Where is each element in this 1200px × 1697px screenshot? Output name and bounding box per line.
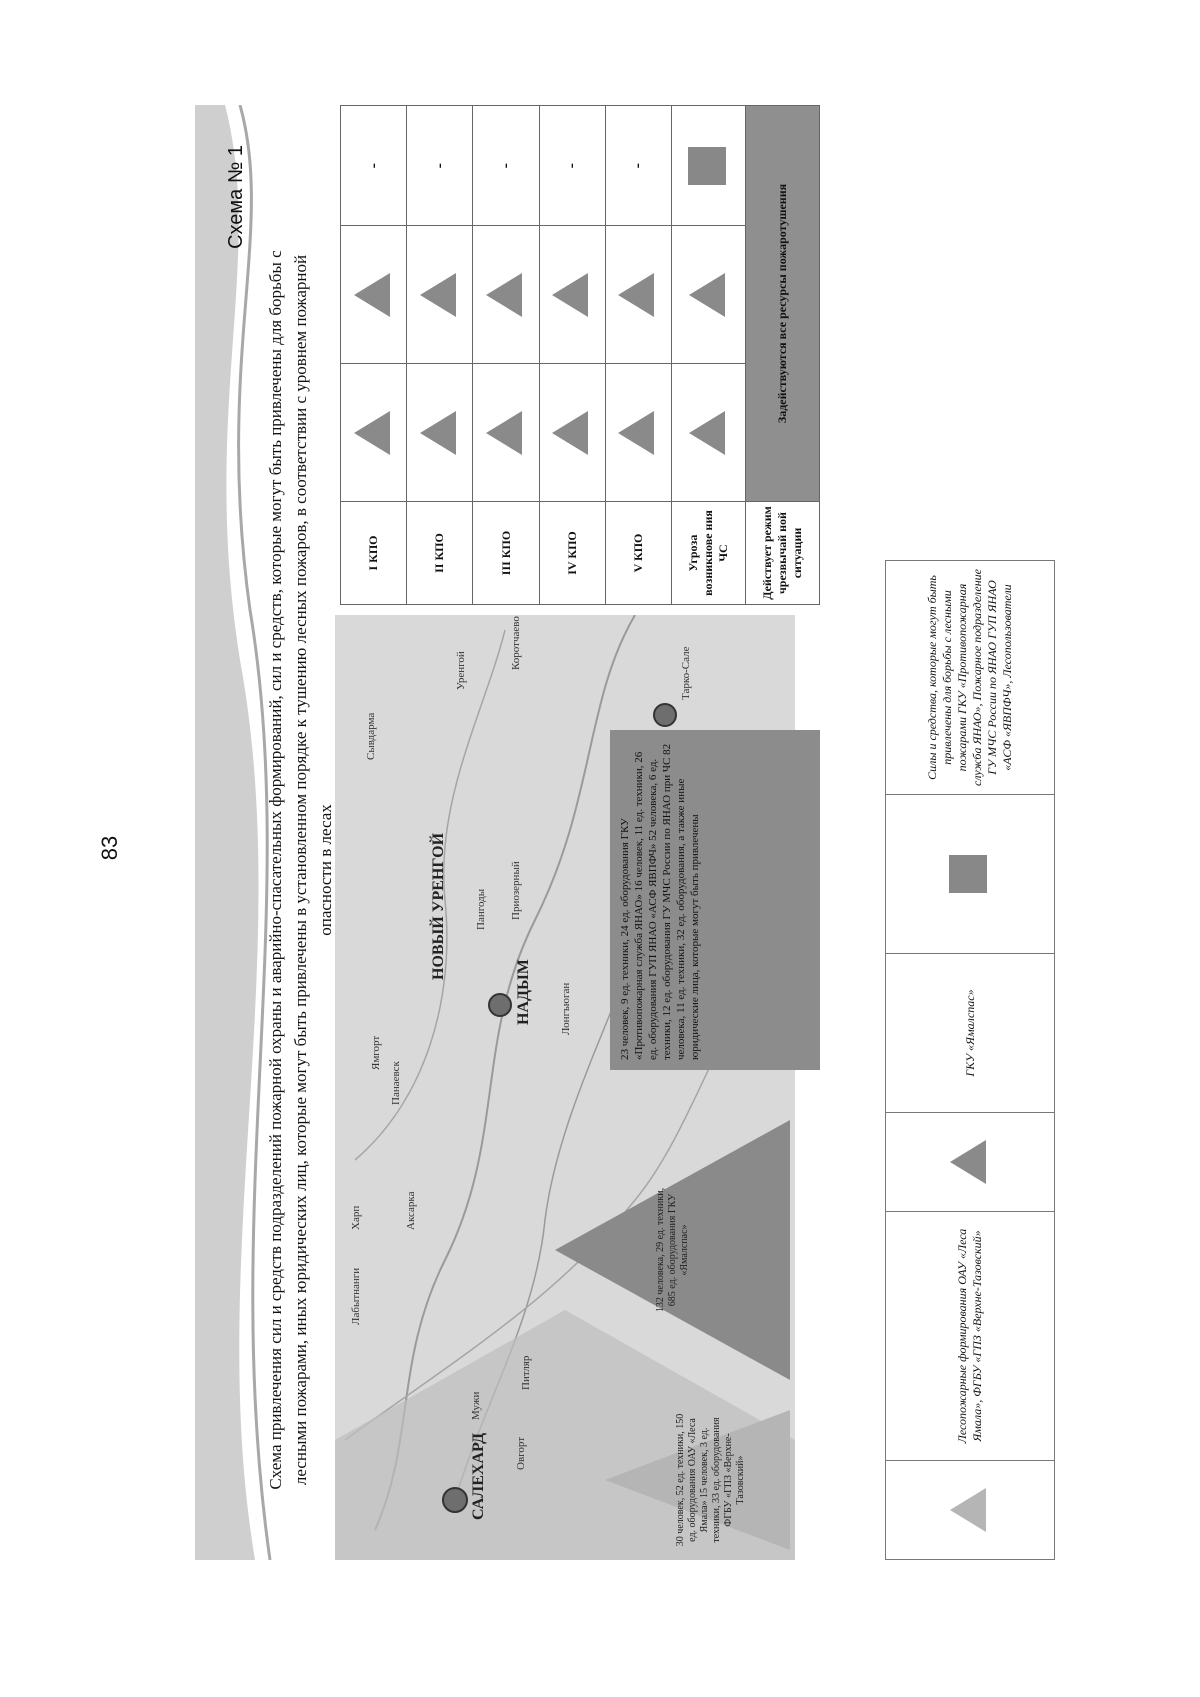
emergency-text: Задействуются все ресурсы пожаротушения: [775, 183, 789, 424]
document-title: Схема привлечения сил и средств подразделений пожарной охраны и аварийно-спасательных формирований, сил и средств, которые могут быть привлечены для борьбы с лесными пожарами, иных юридических лиц, которые могут быть привлечены в установленном порядке к тушению лесных пожаров, в соответствии с уровнем пожарной опасности в лесах: [266, 250, 335, 1490]
city-label: Овгорт: [515, 1436, 527, 1470]
triangle-icon: [552, 411, 588, 455]
row-label: II КПО: [407, 502, 473, 605]
cell-dash: -: [473, 106, 539, 226]
triangle-icon: [618, 273, 654, 317]
table-row: [539, 106, 605, 605]
table-row: [746, 106, 820, 605]
cell-light-triangle: [886, 1461, 1055, 1560]
cell-triangle: [473, 364, 539, 502]
city-label: Лабытнанги: [350, 1267, 362, 1325]
triangle-mid-icon: [950, 1140, 986, 1184]
table-row: [605, 106, 671, 605]
triangle-icon: [420, 411, 456, 455]
row-label: III КПО: [473, 502, 539, 605]
row-label: Угроза возникнове ния ЧС: [672, 502, 746, 605]
triangle-icon: [618, 411, 654, 455]
cell-square: [672, 106, 746, 226]
cell-triangle: [341, 364, 407, 502]
cell-triangle: [473, 226, 539, 364]
table-row: [407, 106, 473, 605]
triangle-icon: [689, 411, 725, 455]
cell-dash: -: [605, 106, 671, 226]
square-icon: [949, 855, 987, 893]
row-label: V КПО: [605, 502, 671, 605]
cell-dash: -: [341, 106, 407, 226]
triangle-icon: [486, 411, 522, 455]
cell-dash: -: [539, 106, 605, 226]
danger-class-table: [340, 105, 820, 605]
legend-forest-units: Лесопожарные формирования ОАУ «Леса Ямала», ФГБУ «ГПЗ «Верхне-Тазовский»: [886, 1212, 1055, 1461]
cell-triangle: [341, 226, 407, 364]
table-row: [473, 106, 539, 605]
emergency-cell: [746, 106, 820, 502]
triangle-icon: [420, 273, 456, 317]
triangle-icon: [354, 273, 390, 317]
city-label: Питляр: [520, 1355, 532, 1390]
triangle-light-icon: [950, 1488, 986, 1532]
cell-triangle: [407, 226, 473, 364]
rotated-page: [225, 105, 1200, 1560]
city-label: Уренгой: [455, 651, 467, 690]
force-legend-table: [885, 560, 1055, 1560]
city-label: Харп: [350, 1205, 362, 1230]
city-label: САЛЕХАРД: [470, 1432, 487, 1520]
cell-mid-triangle: [886, 1113, 1055, 1212]
city-label: Сывдарма: [365, 712, 377, 760]
city-label: НАДЫМ: [515, 959, 532, 1025]
triangle-icon: [354, 411, 390, 455]
city-label: Мужи: [470, 1391, 482, 1420]
row-label: Действует режим чрезвычай ной ситуации: [746, 502, 820, 605]
cell-triangle: [539, 364, 605, 502]
city-label: Коротчаево: [510, 616, 522, 670]
cell-triangle: [672, 364, 746, 502]
city-label: Пангоды: [475, 888, 487, 930]
city-label: Тарко-Сале: [680, 646, 692, 700]
square-icon: [688, 147, 726, 185]
city-label: Ямгорт: [370, 1035, 382, 1070]
table-row: [886, 561, 1055, 1560]
cell-square: [886, 795, 1055, 954]
triangle-icon: [689, 273, 725, 317]
page-content: [225, 105, 1200, 1560]
legend-other-forces: Силы и средства, которые могут быть привлечены для борьбы с лесными пожарами ГКУ «Противопожарная служба ЯНАО», Пожарное подразделение ГУ МЧС России по ЯНАО ГУП ЯНАО «АСФ «ЯВПФЧ», Лесопользователи: [886, 561, 1055, 795]
scheme-number: Схема № 1: [225, 145, 247, 249]
cell-triangle: [539, 226, 605, 364]
city-label: Панаевск: [390, 1061, 402, 1105]
table-row: [341, 106, 407, 605]
row-label: I КПО: [341, 502, 407, 605]
city-label: Приозерный: [510, 861, 522, 920]
tri-mid-caption: 132 человека, 29 ед. техники, 685 ед. оборудования ГКУ «Ямалспас»: [655, 1187, 690, 1313]
cell-triangle: [407, 364, 473, 502]
cell-triangle: [605, 226, 671, 364]
table-row: [672, 106, 746, 605]
triangle-icon: [552, 273, 588, 317]
page-number: 83: [97, 835, 122, 861]
tri-left-caption: 30 человек, 52 ед. техники, 150 ед. оборудования ОАУ «Леса Ямала» 15 человек, 3 ед. техники, 33 ед. оборудования ФГБУ «ГПЗ «Верхне-Тазовский»: [675, 1413, 746, 1547]
cell-triangle: [672, 226, 746, 364]
city-label: Лонгъюган: [560, 982, 572, 1035]
info-panel: 23 человек, 9 ед. техники, 24 ед. оборудования ГКУ «Противопожарная служба ЯНАО» 16 человек, 11 ед. техники, 26 ед. оборудования ГУП ЯНАО «АСФ ЯВПФЧ» 52 человека, 6 ед. техники, 12 ед. оборудования ГУ МЧС России по ЯНАО при ЧС 82 человека, 11 ед. техники, 32 ед. оборудования, а также иные юридические лица, которые могут быть привлечены: [610, 730, 820, 1070]
city-label: Аксарка: [405, 1191, 417, 1230]
city-label: НОВЫЙ УРЕНГОЙ: [430, 832, 447, 980]
row-label: IV КПО: [539, 502, 605, 605]
triangle-icon: [486, 273, 522, 317]
cell-dash: -: [407, 106, 473, 226]
cell-triangle: [605, 364, 671, 502]
legend-yamalspas: ГКУ «Ямалспас»: [886, 954, 1055, 1113]
